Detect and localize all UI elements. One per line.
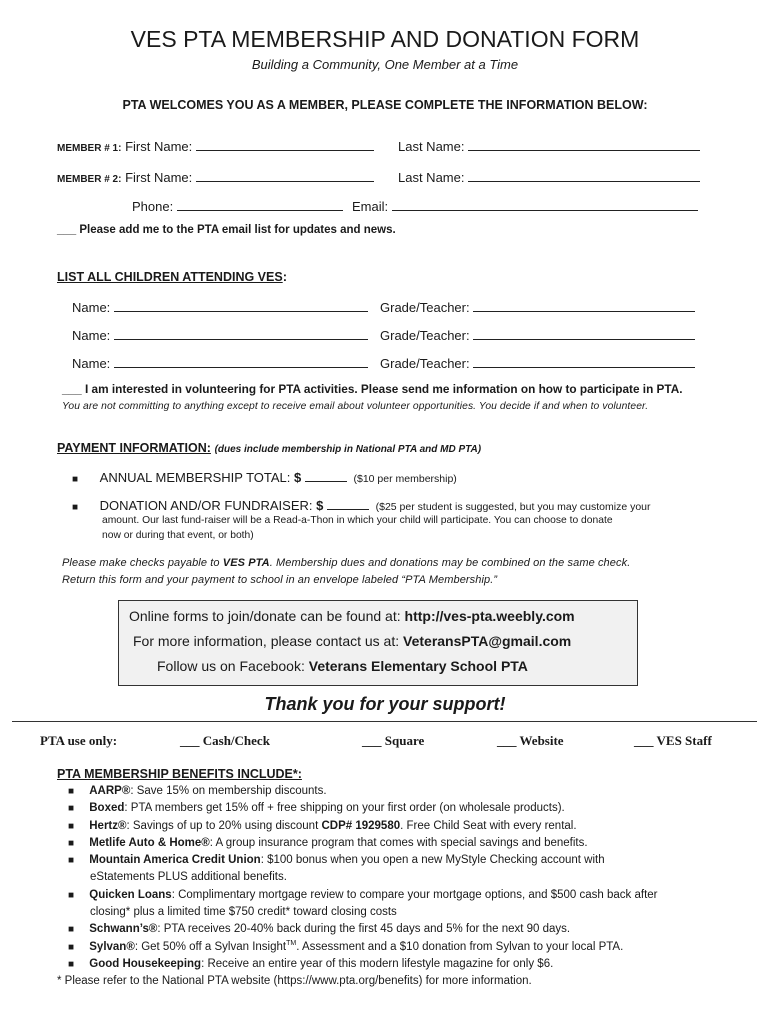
thank-you-text: Thank you for your support! — [264, 694, 506, 714]
donation-amount-field[interactable] — [327, 497, 369, 510]
annual-membership-amount-field[interactable] — [305, 469, 347, 482]
benefit-text: . Free Child Seat with every rental. — [400, 820, 577, 832]
child-3-name-field[interactable] — [114, 354, 368, 368]
bullet-icon: ■ — [72, 502, 79, 513]
children-heading-colon: : — [282, 269, 288, 284]
benefit-text: : Get 50% off a Sylvan Insight — [134, 940, 287, 953]
online-forms-label: Online forms to join/donate can be found at: — [129, 608, 401, 624]
member-1-first-name-field[interactable] — [196, 137, 374, 151]
benefits-footnote: * Please refer to the National PTA website (https://www.pta.org/benefits) for more information. — [57, 975, 532, 987]
return-form-note: Return this form and your payment to school in an envelope labeled “PTA Membership.” — [62, 574, 498, 586]
benefit-text: . Assessment and a $10 donation from Sylvan to your local PTA. — [296, 940, 624, 953]
pta-use-website: ___ Website — [497, 733, 564, 748]
benefit-item — [68, 889, 658, 901]
pta-use-label: PTA use only: — [40, 733, 118, 748]
benefit-name: Schwann’s® — [89, 923, 158, 935]
pta-use-square: ___ Square — [362, 733, 425, 748]
donation-label: DONATION AND/OR FUNDRAISER: — [99, 498, 313, 513]
last-name-label: Last Name: — [398, 170, 465, 185]
pta-use-ves-staff: ___ VES Staff — [634, 733, 712, 748]
child-3-grade-field[interactable] — [473, 354, 695, 368]
bullet-icon: ■ — [68, 821, 75, 832]
benefit-item — [68, 958, 553, 970]
child-1-name-field[interactable] — [114, 298, 368, 312]
member-2-row — [57, 168, 374, 185]
first-name-label: First Name: — [125, 139, 193, 154]
bullet-icon: ■ — [72, 474, 79, 485]
child-1-grade-row — [380, 298, 695, 315]
facebook-line — [157, 658, 528, 674]
dollar-sign: $ — [294, 470, 302, 485]
checks-note-post: . Membership dues and donations may be combined on the same check. — [269, 557, 631, 569]
payment-heading-text: PAYMENT INFORMATION: — [57, 441, 211, 455]
contact-info-box — [118, 600, 638, 686]
email-row — [352, 197, 698, 214]
annual-membership-row — [72, 469, 457, 485]
benefit-text: : $100 bonus when you open a new MyStyle Checking account with — [260, 854, 605, 866]
benefit-name: AARP® — [89, 785, 131, 797]
benefit-text: : PTA receives 20-40% back during the first 45 days and 5% for the next 90 days. — [157, 923, 571, 935]
benefit-item — [68, 802, 565, 814]
member-2-tag: MEMBER # 2: — [57, 174, 122, 185]
facebook-page-name: Veterans Elementary School PTA — [308, 658, 528, 674]
annual-membership-label: ANNUAL MEMBERSHIP TOTAL: — [99, 470, 291, 485]
benefit-text: : Save 15% on membership discounts. — [130, 785, 327, 797]
bullet-icon: ■ — [68, 941, 75, 953]
benefit-text: : PTA members get 15% off + free shipping on your first order (on wholesale products). — [124, 802, 565, 814]
child-name-label: Name: — [72, 328, 111, 343]
email-label: Email: — [352, 199, 389, 214]
child-2-grade-row — [380, 326, 695, 343]
last-name-label: Last Name: — [398, 139, 465, 154]
pta-use-cash-check: ___ Cash/Check — [180, 733, 270, 748]
discount-code: CDP# 1929580 — [321, 820, 401, 832]
benefit-text: : Receive an entire year of this modern lifestyle magazine for only $6. — [201, 958, 554, 970]
member-2-first-name-field[interactable] — [196, 168, 374, 182]
volunteer-option[interactable]: ___ I am interested in volunteering for PTA activities. Please send me information on how to participate in PTA. — [62, 382, 683, 396]
payment-heading-note: (dues include membership in National PTA and MD PTA) — [214, 444, 482, 455]
online-forms-line — [129, 608, 575, 624]
checks-note-pre: Please make checks payable to — [62, 557, 223, 569]
welcome-text: PTA WELCOMES YOU AS A MEMBER, PLEASE COMPLETE THE INFORMATION BELOW: — [122, 98, 648, 112]
bullet-icon: ■ — [68, 838, 75, 849]
donation-note-line-2: amount. Our last fund-raiser will be a Read-a-Thon in which your child will participate. You can choose to donate — [102, 515, 613, 526]
email-field[interactable] — [392, 197, 698, 211]
child-3-name-row — [72, 354, 368, 371]
donation-row — [72, 497, 651, 513]
benefit-text: : Complimentary mortgage review to compare your mortgage options, and $500 cash back after — [171, 889, 658, 901]
member-1-tag: MEMBER # 1: — [57, 143, 122, 154]
contact-line — [133, 633, 571, 649]
children-heading — [57, 269, 287, 284]
child-2-name-field[interactable] — [114, 326, 368, 340]
benefit-name: Boxed — [89, 802, 125, 814]
email-link[interactable]: VeteransPTA@gmail.com — [403, 633, 572, 649]
annual-membership-note: ($10 per membership) — [353, 473, 457, 485]
child-2-grade-field[interactable] — [473, 326, 695, 340]
payment-heading — [57, 440, 481, 455]
benefit-item — [68, 837, 588, 849]
child-grade-label: Grade/Teacher: — [380, 356, 470, 371]
child-2-name-row — [72, 326, 368, 343]
checks-payee: VES PTA — [222, 557, 270, 569]
bullet-icon: ■ — [68, 890, 75, 901]
child-1-grade-field[interactable] — [473, 298, 695, 312]
benefit-item — [68, 854, 605, 866]
bullet-icon: ■ — [68, 855, 75, 866]
member-2-last-row — [398, 168, 700, 185]
checks-payable-note — [62, 557, 630, 569]
benefit-text: : Savings of up to 20% using discount — [126, 820, 322, 832]
benefit-name: Sylvan® — [89, 940, 135, 953]
child-3-grade-row — [380, 354, 695, 371]
bullet-icon: ■ — [68, 924, 75, 935]
donation-note-line-3: now or during that event, or both) — [102, 530, 254, 541]
benefit-item — [68, 940, 623, 953]
child-grade-label: Grade/Teacher: — [380, 300, 470, 315]
divider-line — [12, 721, 757, 722]
bullet-icon: ■ — [68, 803, 75, 814]
benefits-heading: PTA MEMBERSHIP BENEFITS INCLUDE*: — [57, 767, 302, 781]
website-link[interactable]: http://ves-pta.weebly.com — [404, 608, 575, 624]
benefit-text: : A group insurance program that comes with special savings and benefits. — [209, 837, 588, 849]
benefit-text-continued: eStatements PLUS additional benefits. — [90, 871, 287, 883]
benefit-item — [68, 785, 327, 797]
dollar-sign: $ — [316, 498, 324, 513]
phone-row — [132, 197, 343, 214]
member-2-last-name-field[interactable] — [468, 168, 700, 182]
benefit-item — [68, 923, 570, 935]
contact-label: For more information, please contact us at: — [133, 633, 400, 649]
facebook-label: Follow us on Facebook: — [157, 658, 305, 674]
benefit-name: Mountain America Credit Union — [89, 854, 261, 866]
member-1-last-name-field[interactable] — [468, 137, 700, 151]
email-list-option[interactable]: ___ Please add me to the PTA email list for updates and news. — [57, 224, 396, 236]
bullet-icon: ■ — [68, 786, 75, 797]
children-heading-text: LIST ALL CHILDREN ATTENDING VES — [57, 270, 283, 284]
form-subtitle: Building a Community, One Member at a Time — [251, 57, 519, 72]
member-1-row — [57, 137, 374, 154]
phone-field[interactable] — [177, 197, 343, 211]
benefit-item — [68, 820, 577, 832]
benefit-name: Hertz® — [89, 820, 127, 832]
benefit-name: Good Housekeeping — [89, 958, 202, 970]
child-grade-label: Grade/Teacher: — [380, 328, 470, 343]
child-name-label: Name: — [72, 356, 111, 371]
member-1-last-row — [398, 137, 700, 154]
benefit-name: Quicken Loans — [89, 889, 172, 901]
child-1-name-row — [72, 298, 368, 315]
volunteer-note: You are not committing to anything except to receive email about volunteer opportunities. You decide if and when to volunteer. — [62, 401, 649, 412]
donation-note: ($25 per student is suggested, but you may customize your — [375, 501, 651, 513]
first-name-label: First Name: — [125, 170, 193, 185]
benefit-text-continued: closing* plus a limited time $750 credit* toward closing costs — [90, 906, 397, 918]
phone-label: Phone: — [132, 199, 174, 214]
child-name-label: Name: — [72, 300, 111, 315]
benefit-name: Metlife Auto & Home® — [89, 837, 210, 849]
form-title: VES PTA MEMBERSHIP AND DONATION FORM — [130, 26, 640, 52]
trademark-sup: TM — [286, 940, 297, 947]
bullet-icon: ■ — [68, 959, 75, 970]
